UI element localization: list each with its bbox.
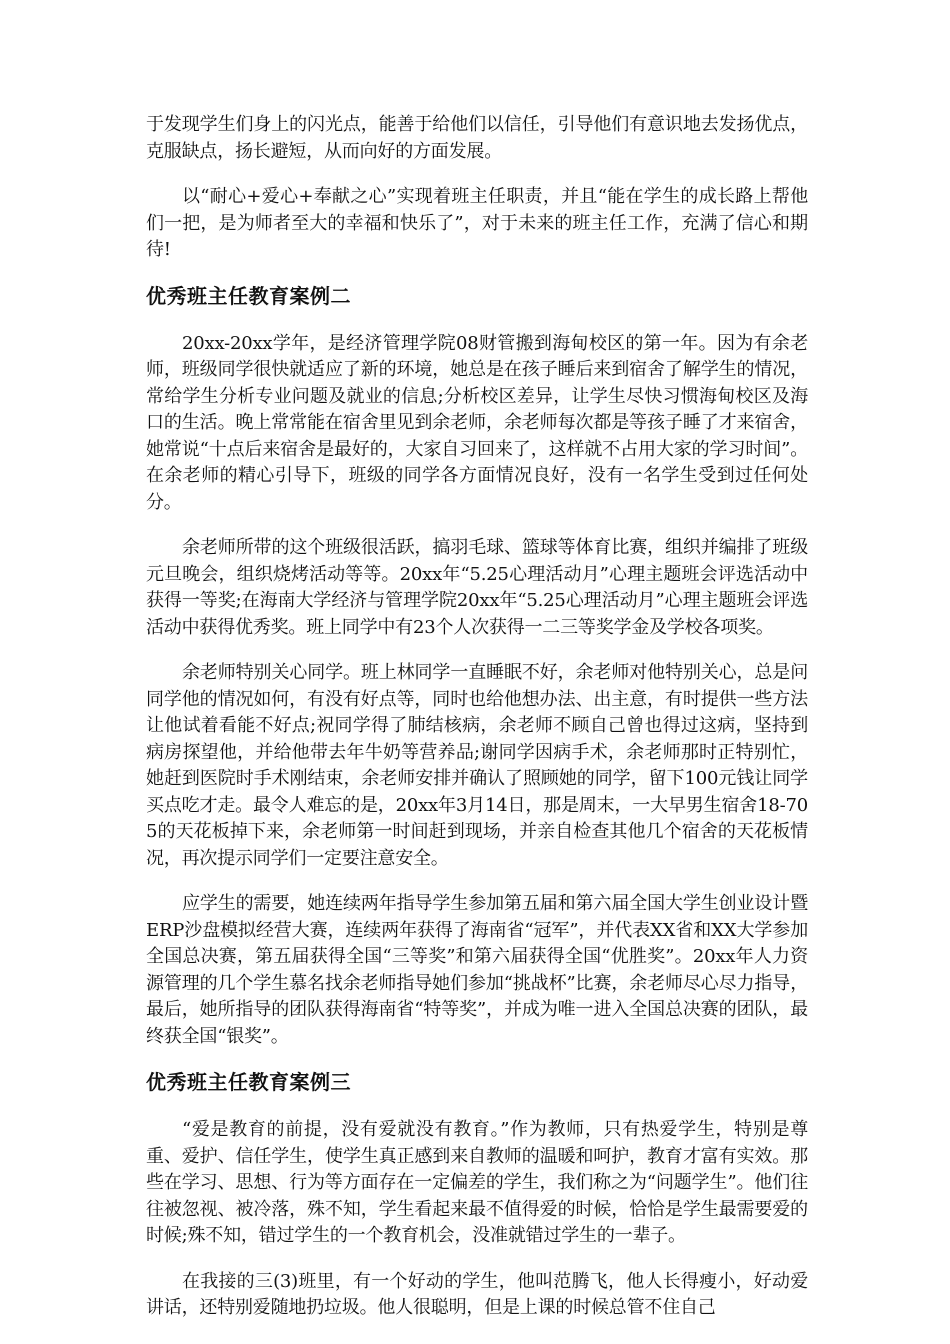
- case-2-paragraph-2: 余老师所带的这个班级很活跃，搞羽毛球、篮球等体育比赛，组织并编排了班级元旦晚会，组织烧烤活动等等。20xx年“5.25心理活动月”心理主题班会评选活动中获得一等奖;在海南大学经济与管理学院20xx年“5.25心理活动月”心理主题班会评选活动中获得优秀奖。班上同学中有23个人次获得一二三等奖学金及学校各项奖。: [146, 537, 808, 638]
- section-heading-case-3: 优秀班主任教育案例三: [146, 1070, 351, 1094]
- case-2-paragraph-3: 余老师特别关心同学。班上林同学一直睡眠不好，余老师对他特别关心，总是问同学他的情况如何，有没有好点等，同时也给他想办法、出主意，有时提供一些方法让他试着看能不好点;祝同学得了肺结核病，余老师不顾自己曾也得过这病，坚持到病房探望他，并给他带去年牛奶等营养品;谢同学因病手术，余老师那时正特别忙，她赶到医院时手术刚结束，余老师安排并确认了照顾她的同学，留下100元钱让同学买点吃才走。最令人难忘的是，20xx年3月14日，那是周末，一大早男生宿舍18-705的天花板掉下来，余老师第一时间赶到现场，并亲自检查其他几个宿舍的天花板情况，再次提示同学们一定要注意安全。: [146, 662, 808, 869]
- intro-paragraph-2: 以“耐心+爱心+奉献之心”实现着班主任职责，并且“能在学生的成长路上帮他们一把，是为师者至大的幸福和快乐了”，对于未来的班主任工作，充满了信心和期待!: [146, 186, 808, 260]
- intro-paragraph-1: 于发现学生们身上的闪光点，能善于给他们以信任，引导他们有意识地去发扬优点，克服缺点，扬长避短，从而向好的方面发展。: [146, 114, 808, 162]
- case-2-paragraph-1: 20xx-20xx学年，是经济管理学院08财管搬到海甸校区的第一年。因为有余老师，班级同学很快就适应了新的环境，她总是在孩子睡后来到宿舍了解学生的情况，常给学生分析专业问题及就业的信息;分析校区差异，让学生尽快习惯海甸校区及海口的生活。晚上常常能在宿舍里见到余老师，余老师每次都是等孩子睡了才来宿舍，她常说“十点后来宿舍是最好的，大家自习回来了，这样就不占用大家的学习时间”。在余老师的精心引导下，班级的同学各方面情况良好，没有一名学生受到过任何处分。: [146, 332, 808, 513]
- case-3-paragraph-2: 在我接的三(3)班里，有一个好动的学生，他叫范腾飞，他人长得瘦小，好动爱讲话，还特别爱随地扔垃圾。他人很聪明，但是上课的时候总管不住自己: [146, 1270, 808, 1318]
- case-2-paragraph-4: 应学生的需要，她连续两年指导学生参加第五届和第六届全国大学生创业设计暨ERP沙盘模拟经营大赛，连续两年获得了海南省“冠军”，并代表XX省和XX大学参加全国总决赛，第五届获得全国“三等奖”和第六届获得全国“优胜奖”。20xx年人力资源管理的几个学生慕名找余老师指导她们参加“挑战杯”比赛，余老师尽心尽力指导，最后，她所指导的团队获得海南省“特等奖”，并成为唯一进入全国总决赛的团队，最终获全国“银奖”。: [146, 893, 808, 1047]
- section-heading-case-2: 优秀班主任教育案例二: [146, 283, 351, 308]
- case-3-paragraph-1: “爱是教育的前提，没有爱就没有教育。”作为教师，只有热爱学生，特别是尊重、爱护、信任学生，使学生真正感到来自教师的温暖和呵护，教育才富有实效。那些在学习、思想、行为等方面存在一定偏差的学生，我们称之为“问题学生”。他们往往被忽视、被冷落，殊不知，学生看起来最不值得爱的时候，恰恰是学生最需要爱的时候;殊不知，错过学生的一个教育机会，没准就错过学生的一辈子。: [146, 1119, 808, 1246]
- document-page: [146, 112, 808, 1341]
